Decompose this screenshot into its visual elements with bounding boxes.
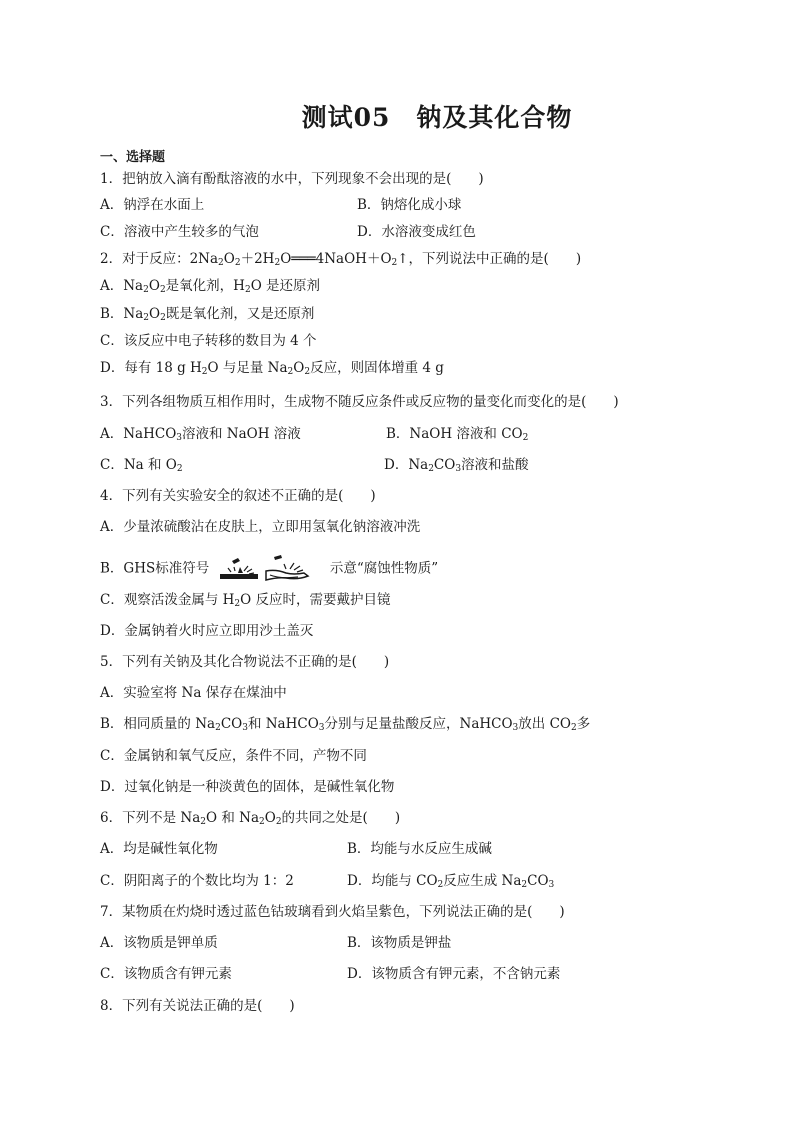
- question-3-option-d: D．$Na_2CO_3$溶液和盐酸: [384, 457, 529, 474]
- question-6-option-c: C．阴阳离子的个数比均为 1：2: [100, 873, 294, 889]
- question-7-stem: 7．某物质在灼烧时透过蓝色钴玻璃看到火焰呈紫色，下列说法正确的是( ): [100, 904, 565, 920]
- question-4-option-a: A．少量浓硫酸沾在皮肤上，立即用氢氧化钠溶液冲洗: [100, 519, 421, 535]
- question-1-stem: 1．把钠放入滴有酚酞溶液的水中，下列现象不会出现的是( ): [100, 171, 484, 187]
- question-7-option-a: A．该物质是钾单质: [100, 935, 218, 951]
- question-7-option-b: B．该物质是钾盐: [347, 935, 452, 951]
- question-3-stem: 3．下列各组物质互相作用时，生成物不随反应条件或反应物的量变化而变化的是( ): [100, 394, 619, 410]
- question-5-option-c: C．金属钠和氧气反应，条件不同，产物不同: [100, 748, 367, 764]
- question-6-option-d: D．均能与 $CO_2$反应生成 $Na_2CO_3$: [347, 873, 555, 890]
- question-2-stem: 2．对于反应：$2Na_2O_2+2H_2O═══4NaOH+O_2↑$，下列说法中正确的是( ): [100, 251, 582, 268]
- question-3-option-c: C．Na 和 $O_2$: [100, 457, 183, 474]
- question-5-option-d: D．过氧化钠是一种淡黄色的固体，是碱性氧化物: [100, 779, 395, 795]
- question-8-stem: 8．下列有关说法正确的是( ): [100, 998, 295, 1014]
- question-5-option-b: B．相同质量的 $Na_2CO_3$和 NaHCO$_3$分别与足量盐酸反应，NaHCO$_3$放出 $CO_2$多: [100, 716, 591, 733]
- question-2-option-c: C．该反应中电子转移的数目为 4 个: [100, 333, 317, 349]
- question-4-option-b: B．GHS标准符号 示意“腐蚀性物质”: [100, 553, 438, 585]
- question-4-option-d: D．金属钠着火时应立即用沙土盖灭: [100, 623, 314, 639]
- question-6-stem: 6．下列不是 $Na_2O$ 和 $Na_2O_2$的共同之处是( ): [100, 810, 401, 827]
- question-7-option-d: D．该物质含有钾元素，不含钠元素: [347, 966, 561, 982]
- question-2-option-b: B．$Na_2O_2$既是氧化剂，又是还原剂: [100, 306, 315, 323]
- question-4-stem: 4．下列有关实验安全的叙述不正确的是( ): [100, 488, 376, 504]
- question-1-option-d: D．水溶液变成红色: [357, 224, 476, 240]
- question-2-option-d: D．每有 18 g $H_2O$ 与足量 $Na_2O_2$反应，则固体增重 4 g: [100, 360, 444, 377]
- question-5-stem: 5．下列有关钠及其化合物说法不正确的是( ): [100, 654, 390, 670]
- question-1-option-b: B．钠熔化成小球: [357, 197, 462, 213]
- question-5-option-a: A．实验室将 Na 保存在煤油中: [100, 685, 287, 701]
- page-title: 测试05 钠及其化合物: [301, 103, 573, 132]
- question-1-option-c: C．溶液中产生较多的气泡: [100, 224, 259, 240]
- section-heading: 一、选择题: [100, 150, 166, 165]
- question-1-option-a: A．钠浮在水面上: [100, 197, 205, 213]
- question-2-option-a: A．$Na_2O_2$是氧化剂，$H_2O$ 是还原剂: [100, 278, 321, 295]
- question-7-option-c: C．该物质含有钾元素: [100, 966, 232, 982]
- corrosive-pictogram-icon: [218, 553, 322, 585]
- question-3-option-b: B．NaOH 溶液和 $CO_2$: [386, 426, 529, 443]
- question-3-option-a: A．NaHCO$_3$溶液和 NaOH 溶液: [100, 426, 301, 443]
- question-4-option-c: C．观察活泼金属与 $H_2O$ 反应时，需要戴护目镜: [100, 592, 391, 609]
- question-6-option-a: A．均是碱性氧化物: [100, 841, 218, 857]
- question-6-option-b: B．均能与水反应生成碱: [347, 841, 492, 857]
